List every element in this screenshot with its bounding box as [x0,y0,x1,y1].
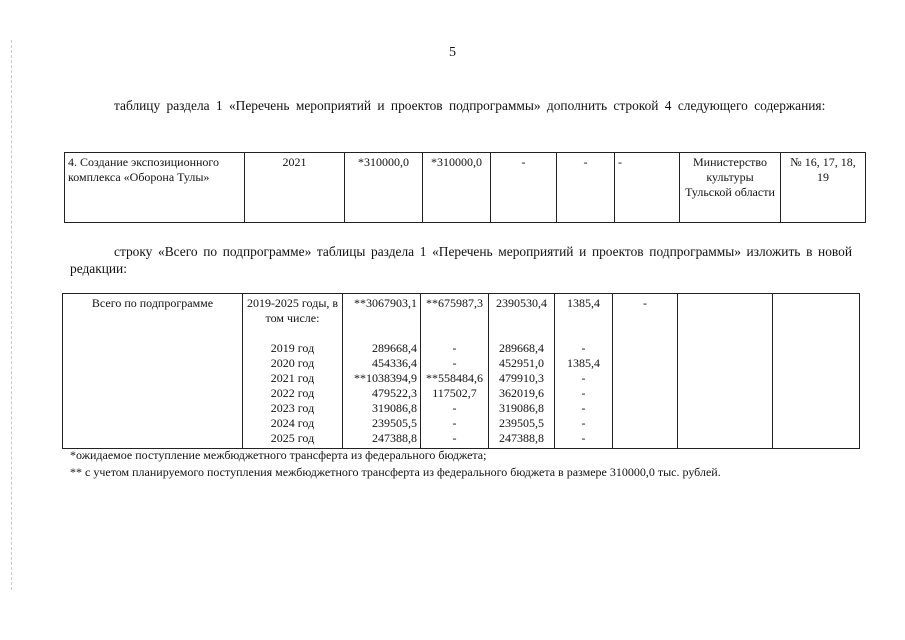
year-regional: 319086,8 [499,401,544,415]
executor-column-cell [678,294,773,449]
year-local: - [581,431,586,445]
year-total: 239505,5 [372,416,417,430]
other-cell: - [615,153,680,223]
year-label: 2023 год [270,401,315,415]
year-regional: 362019,6 [499,386,544,400]
executor-cell: Министерство культуры Тульской области [680,153,781,223]
indicators-column-cell [773,294,860,449]
period-cell [243,294,343,449]
footnote-single-asterisk: *ожидаемое поступление межбюджетного трансферта из федерального бюджета; [70,448,487,462]
page-number: 5 [449,45,456,60]
summary-regional: 2390530,4 [496,296,547,310]
summary-federal: **675987,3 [426,296,483,310]
year-regional: 479910,3 [499,371,544,385]
year-regional: 239505,5 [499,416,544,430]
year-federal: - [452,416,457,430]
amendment-paragraph-1: таблицу раздела 1 «Перечень мероприятий и проектов подпрограммы» дополнить строкой 4 следующего содержания: [114,98,826,113]
amendment-table-row-4 [64,152,866,223]
year-total: 289668,4 [372,341,417,355]
year-total: **1038394,9 [354,371,417,385]
year-label: 2020 год [270,356,315,370]
footnote-double-asterisk: ** с учетом планируемого поступления межбюджетного трансферта из федерального бюджета в размере 310000,0 тыс. рублей. [70,465,721,479]
year-federal: - [452,341,457,355]
year-label: 2021 год [270,371,315,385]
year-local: - [581,401,586,415]
year-local: - [581,416,586,430]
table-row [65,153,866,223]
year-local: - [581,386,586,400]
period-label: 2019-2025 годы, в том числе: [246,296,339,325]
year-federal: - [452,431,457,445]
year-federal: - [452,356,457,370]
year-regional: 289668,4 [499,341,544,355]
year-regional: 247388,8 [499,431,544,445]
summary-total: **3067903,1 [354,296,417,310]
year-federal: - [452,401,457,415]
table-row [63,294,860,449]
total-name-cell: Всего по подпрограмме [63,294,243,449]
summary-local: 1385,4 [567,296,600,310]
subprogram-total-table [62,293,860,449]
year-label: 2022 год [270,386,315,400]
event-name-cell: 4. Создание экспозиционного комплекса «Оборона Тулы» [65,153,245,223]
local-cell: - [557,153,615,223]
year-local: 1385,4 [567,356,600,370]
scan-margin-line [11,40,12,590]
year-federal: 117502,7 [432,386,477,400]
year-label: 2019 год [270,341,315,355]
total-column-cell [343,294,421,449]
year-local: - [581,341,586,355]
year-federal: **558484,6 [426,371,483,385]
amendment-paragraph-2: строку «Всего по подпрограмме» таблицы раздела 1 «Перечень мероприятий и проектов подпрограммы» изложить в новой редакции: [70,244,852,276]
federal-column-cell [421,294,489,449]
regional-cell: - [491,153,557,223]
other-column-cell: - [613,294,678,449]
year-cell: 2021 [245,153,345,223]
year-total: 319086,8 [372,401,417,415]
year-local: - [581,371,586,385]
local-column-cell [555,294,613,449]
year-label: 2025 год [270,431,315,445]
indicators-cell: № 16, 17, 18, 19 [781,153,866,223]
year-total: 454336,4 [372,356,417,370]
federal-cell: *310000,0 [423,153,491,223]
year-regional: 452951,0 [499,356,544,370]
year-total: 247388,8 [372,431,417,445]
year-total: 479522,3 [372,386,417,400]
total-cell: *310000,0 [345,153,423,223]
year-label: 2024 год [270,416,315,430]
regional-column-cell [489,294,555,449]
